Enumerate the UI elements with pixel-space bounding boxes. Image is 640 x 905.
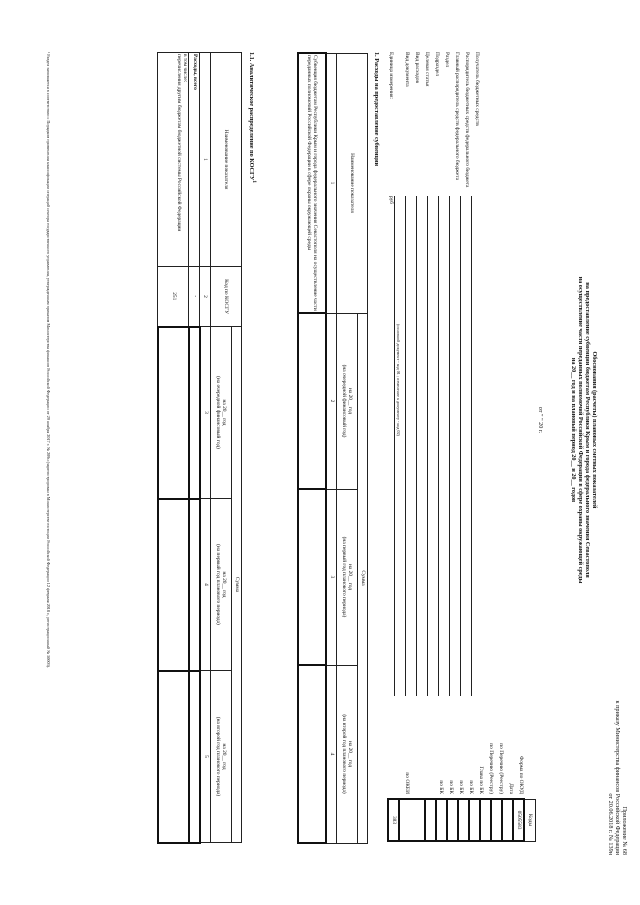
field-recipient: Получатель бюджетных средств bbox=[474, 52, 480, 126]
s11-col-year2 bbox=[211, 499, 232, 671]
field-line bbox=[388, 196, 395, 696]
date-line: от " " 20 г. bbox=[537, 406, 544, 434]
code-registry-2 bbox=[480, 799, 491, 841]
s1-year2-label: на 20__ год bbox=[347, 563, 354, 591]
field-line bbox=[417, 196, 428, 696]
s1-year1-sub: (на очередной финансовый год) bbox=[341, 364, 347, 438]
field-line bbox=[406, 196, 417, 696]
s1-cell bbox=[298, 665, 326, 843]
s1-cell bbox=[298, 489, 326, 665]
section11-table bbox=[157, 52, 242, 844]
code-okud: 0505583 bbox=[513, 799, 524, 841]
order-line: к приказу Министерства финансов Российской Федерации bbox=[613, 700, 621, 855]
label-okud: Форма по ОКУД bbox=[518, 756, 524, 794]
field-section: Раздел bbox=[444, 52, 450, 68]
appendix-number: Приложение № 68 bbox=[621, 806, 628, 855]
s11-row-total: Расходы, всего bbox=[189, 53, 200, 267]
section11-title bbox=[248, 52, 256, 352]
field-line bbox=[439, 196, 450, 696]
s11-col-year1 bbox=[211, 327, 232, 499]
label-bk-4: по БК bbox=[438, 780, 444, 794]
field-main-distributor: Главный распорядитель средств федерального бюджета bbox=[454, 52, 460, 181]
s11-row-item bbox=[158, 53, 189, 267]
s11-num-3: 3 bbox=[200, 327, 211, 499]
s11-row-total-code: - bbox=[189, 267, 200, 327]
field-line bbox=[428, 196, 439, 696]
code-registry-1 bbox=[491, 799, 502, 841]
s11-year3-sub: (на второй год планового периода) bbox=[215, 716, 221, 797]
unit-label: Единица измерения: bbox=[388, 52, 394, 99]
section11-title-text: 1.1. Аналитическое распределение по КОСГУ bbox=[247, 52, 255, 181]
s11-cell bbox=[189, 671, 200, 843]
s11-year1-label: на 20__ год bbox=[221, 399, 228, 426]
s1-year3-label: на 20__ год bbox=[347, 740, 354, 768]
s1-year1-label: на 20__ год bbox=[347, 387, 354, 415]
unit-value: руб bbox=[388, 196, 394, 204]
appendix-header bbox=[607, 600, 628, 855]
s11-cell bbox=[189, 499, 200, 671]
s11-year3-label: на 20__ год bbox=[221, 743, 228, 770]
code-okei: 383 bbox=[388, 799, 399, 841]
s1-row-subvention: Субвенция бюджетам Республики Крым и города федерального значения Севастополя на осуществление части переданных полномочий Российской Федерации в сфере охраны окружающей среды bbox=[298, 53, 326, 313]
s11-num-1: 1 bbox=[200, 53, 211, 267]
s1-col-year3 bbox=[337, 665, 358, 843]
label-registry-1: по Перечню (Реестру) bbox=[498, 743, 504, 794]
title-line-2: на предоставление субвенции бюджетам Республики Крым и города федерального значения Севастополя bbox=[583, 282, 591, 578]
document-title bbox=[570, 120, 599, 740]
s1-num-2: 2 bbox=[326, 313, 337, 489]
s11-col-code: Код по КОСГУ bbox=[211, 267, 242, 327]
field-subsection: Подраздел bbox=[434, 52, 440, 77]
s11-num-2: 2 bbox=[200, 267, 211, 327]
s1-col-name: Наименование показателя bbox=[337, 53, 368, 313]
codes-table bbox=[387, 798, 536, 842]
s11-year1-sub: (на очередной финансовый год) bbox=[215, 376, 221, 449]
label-bk-1: по БК bbox=[468, 780, 474, 794]
codes-labels bbox=[400, 700, 524, 794]
s1-col-year1 bbox=[337, 313, 358, 489]
s1-num-4: 4 bbox=[326, 665, 337, 843]
order-date: от 20.06.2018 г. № 139н bbox=[606, 793, 614, 855]
s11-item-label: перечисления другим бюджетам бюджетной системы Российской Федерации bbox=[176, 54, 183, 232]
s11-incl-label: в том числе: bbox=[182, 54, 189, 83]
s11-col-sum: Сумма bbox=[232, 327, 242, 843]
label-registry-2: по Перечню (Реестру) bbox=[488, 743, 494, 794]
field-distributor: Распорядитель бюджетных средств федерального бюджета bbox=[464, 52, 470, 188]
s11-cell bbox=[158, 499, 189, 671]
field-target-item: Целевая статья bbox=[424, 52, 430, 87]
s1-num-1: 1 bbox=[326, 53, 337, 313]
label-bk-3: по БК bbox=[448, 780, 454, 794]
field-expense-type: Вид расходов bbox=[414, 52, 420, 83]
s11-col-year3 bbox=[211, 671, 232, 843]
s11-num-5: 5 bbox=[200, 671, 211, 843]
code-bk-2 bbox=[447, 799, 458, 841]
codes-header: Коды bbox=[524, 799, 536, 841]
label-chapter: Глава по БК bbox=[478, 766, 484, 794]
code-bk-3 bbox=[436, 799, 447, 841]
s11-year2-sub: (на первый год планового периода) bbox=[215, 544, 221, 625]
title-line-3: на осуществление части переданных полномочий Российской Федерации в сфере охраны окружающей среды bbox=[576, 276, 584, 584]
s1-year2-sub: (на первый год планового периода) bbox=[341, 536, 347, 618]
s11-cell bbox=[158, 327, 189, 499]
s1-year3-sub: (на второй год планового периода) bbox=[341, 714, 347, 794]
s11-num-4: 4 bbox=[200, 499, 211, 671]
footnote: ¹ Раздел заполняется в соответствии с Порядком применения классификации операций сектора государственного управления, утвержденным приказом Министерства финансов Российской Федерации от 29 ноября 2017 г. № 209н (зарегистрирован в Министерстве юстиции Российской Федерации 12 февраля 2018 г., регистрационный № 50003). bbox=[46, 52, 51, 669]
field-doc-type: Вид документа bbox=[404, 52, 410, 87]
label-date: Дата bbox=[508, 783, 514, 794]
title-line-1: Обоснования (расчеты) плановых сметных показателей bbox=[591, 351, 598, 509]
s1-col-year2 bbox=[337, 489, 358, 665]
label-bk-2: по БК bbox=[458, 780, 464, 794]
code-blank bbox=[399, 799, 425, 841]
field-line bbox=[450, 196, 461, 696]
title-line-4: на 20__ год и на плановый период 20__ и 20__ годов bbox=[569, 357, 577, 503]
s11-year2-label: на 20__ год bbox=[221, 571, 228, 598]
s1-num-3: 3 bbox=[326, 489, 337, 665]
s11-col-name: Наименование показателя bbox=[211, 53, 242, 267]
code-bk-1 bbox=[458, 799, 469, 841]
fields-labels bbox=[400, 52, 480, 192]
s1-col-sum: Сумма bbox=[358, 313, 368, 843]
field-line bbox=[461, 196, 472, 696]
label-blank bbox=[410, 700, 434, 794]
section1-table bbox=[297, 52, 368, 844]
label-okei: по ОКЕИ bbox=[404, 772, 410, 794]
code-date bbox=[502, 799, 513, 841]
section1-title: 1. Расходы на предоставление субвенции bbox=[373, 52, 380, 167]
code-bk-4 bbox=[425, 799, 436, 841]
field-underlines bbox=[388, 196, 472, 696]
doc-type-caption: (основной документ - код 01 ; изменение к документу - код 02) bbox=[396, 324, 401, 436]
s11-cell bbox=[158, 671, 189, 843]
section11-footnote-ref: 1 bbox=[251, 180, 257, 183]
s1-cell bbox=[298, 313, 326, 489]
s11-row-item-code: 251 bbox=[158, 267, 189, 327]
s11-cell bbox=[189, 327, 200, 499]
code-chapter bbox=[469, 799, 480, 841]
